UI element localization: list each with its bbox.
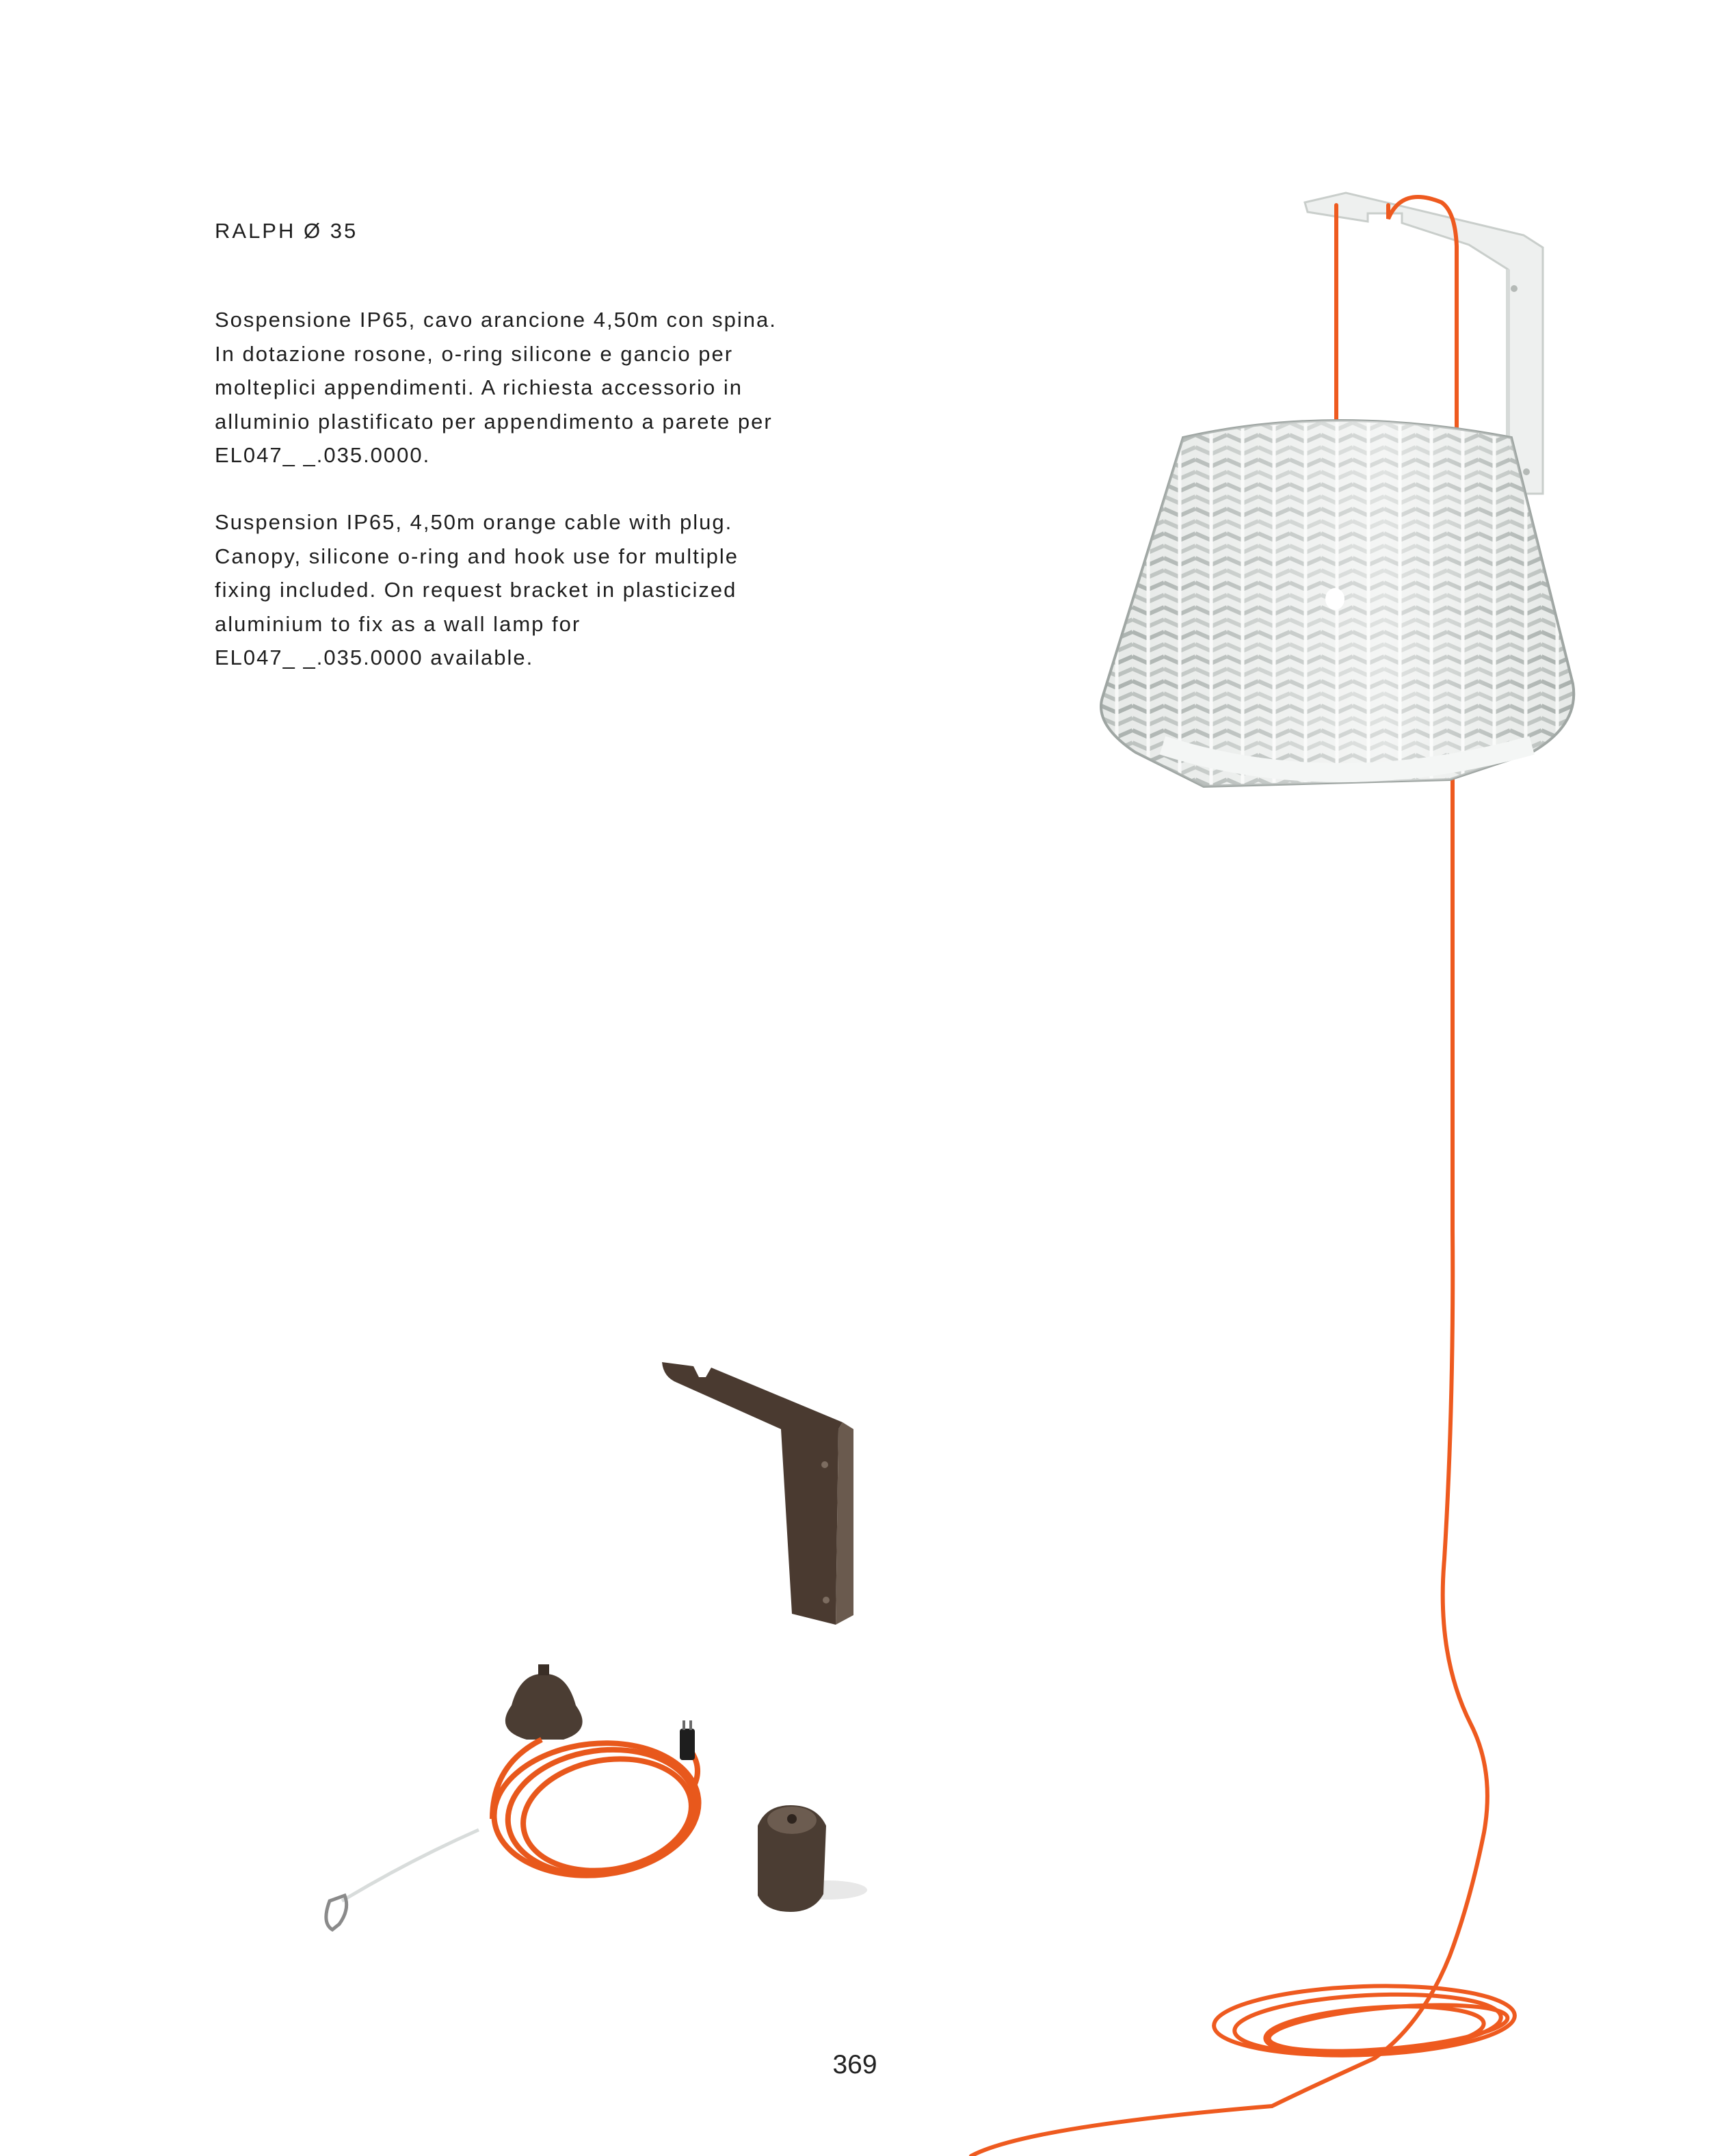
description-line: EL047_ _.035.0000 available. — [215, 646, 534, 669]
description-line: fixing included. On request bracket in plasticized — [215, 578, 737, 602]
brown-wall-bracket — [662, 1362, 853, 1625]
woven-lamp-shade — [1101, 421, 1574, 786]
description-line: In dotazione rosone, o-ring silicone e gancio per — [215, 341, 734, 366]
canopy-cable-kit — [326, 1664, 705, 1930]
description-line: Sospensione IP65, cavo arancione 4,50m con spina. — [215, 308, 777, 332]
product-title: RALPH Ø 35 — [215, 219, 358, 243]
description-line: EL047_ _.035.0000. — [215, 443, 431, 467]
description-line: Suspension IP65, 4,50m orange cable with plug. — [215, 510, 733, 534]
ceiling-rose — [758, 1805, 867, 1912]
description-italian — [215, 303, 899, 473]
description-line: Canopy, silicone o-ring and hook use for multiple — [215, 544, 739, 568]
description-line: alluminio plastificato per appendimento a parete per — [215, 409, 773, 434]
description-line: aluminium to fix as a wall lamp for — [215, 611, 581, 636]
description-english — [215, 505, 899, 675]
page-number: 369 — [832, 2050, 877, 2079]
description-line: molteplici appendimenti. A richiesta accessorio in — [215, 375, 743, 399]
